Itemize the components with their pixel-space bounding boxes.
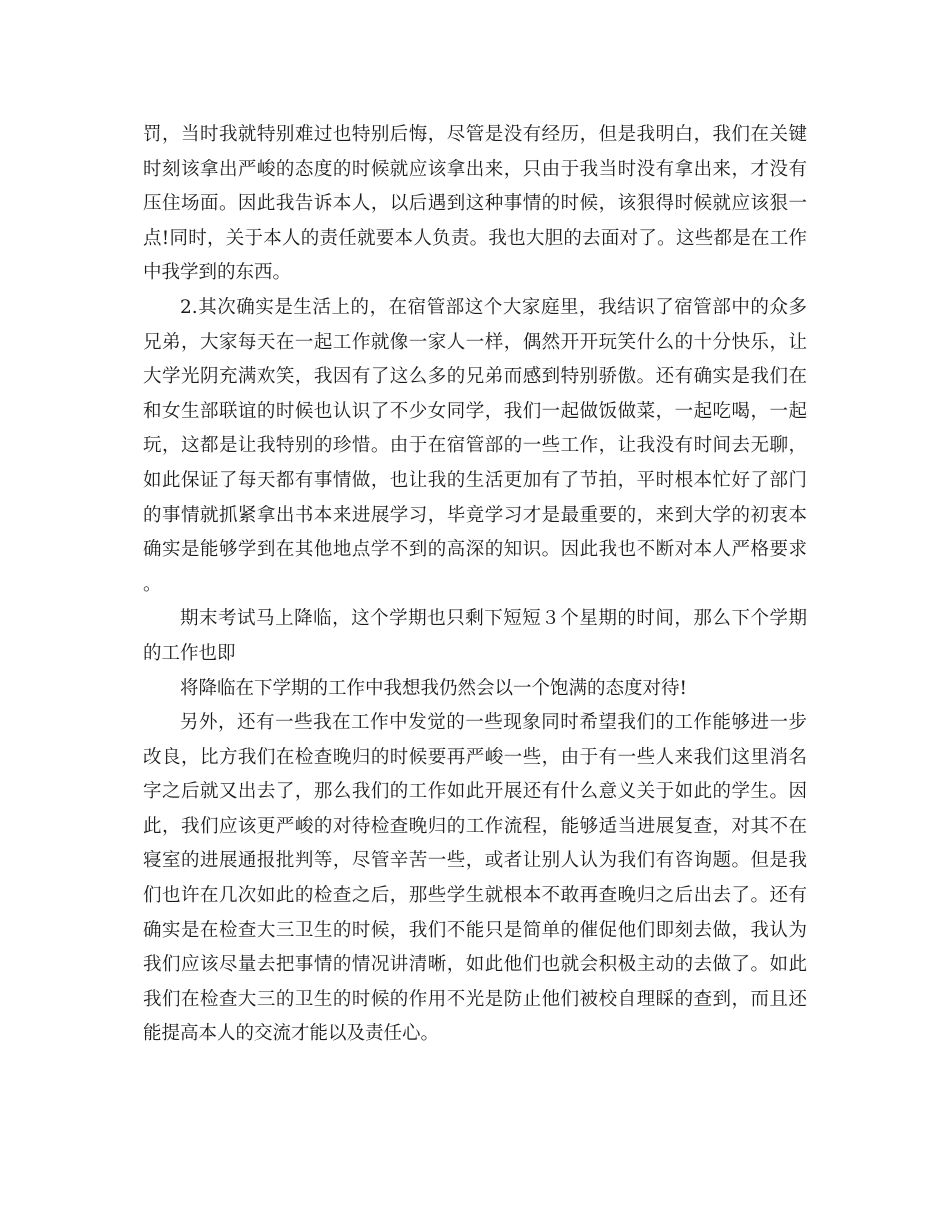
paragraph-5: 另外，还有一些我在工作中发觉的一些现象同时希望我们的工作能够进一步改良，比方我们在检查晚归的时候要再严峻一些，由于有一些人来我们这里消名字之后就又出去了，那么我们的工作如此开展还有什么意义关于如此的学生。因此，我们应该更严峻的对待检查晚归的工作流程，能够适当进展复查，对其不在寝室的进展通报批判等，尽管辛苦一些，或者让别人认为我们有咨询题。但是我们也许在几次如此的检查之后，那些学生就根本不敢再查晚归之后出去了。还有确实是在检查大三卫生的时候，我们不能只是简单的催促他们即刻去做，我认为我们应该尽量去把事情的情况讲清晰，如此他们也就会积极主动的去做了。如此我们在检查大三的卫生的时候的作用不光是防止他们被校自理睬的查到，而且还能提高本人的交流才能以及责任心。 [143,712,807,1045]
document-body [143,118,807,1052]
paragraph-1: 罚，当时我就特别难过也特别后悔，尽管是没有经历，但是我明白，我们在关键时刻该拿出严峻的态度的时候就应该拿出来，只由于我当时没有拿出来，才没有压住场面。因此我告诉本人，以后遇到这种事情的时候，该狠得时候就应该狠一点!同时，关于本人的责任就要本人负责。我也大胆的去面对了。这些都是在工作中我学到的东西。 [143,124,808,284]
paragraph-4: 将降临在下学期的工作中我想我仍然会以一个饱满的态度对待! [180,677,687,699]
paragraph-2: 2.其次确实是生活上的，在宿管部这个大家庭里，我结识了宿管部中的众多兄弟，大家每天在一起工作就像一家人一样，偶然开开玩笑什么的十分快乐，让大学光阴充满欢笑，我因有了这么多的兄弟而感到特别骄傲。还有确实是我们在和女生部联谊的时候也认识了不少女同学，我们一起做饭做菜，一起吃喝，一起玩，这都是让我特别的珍惜。由于在宿管部的一些工作，让我没有时间去无聊，如此保证了每天都有事情做，也让我的生活更加有了节拍，平时根本忙好了部门的事情就抓紧拿出书本来进展学习，毕竟学习才是最重要的，来到大学的初衷本确实是能够学到在其他地点学不到的高深的知识。因此我也不断对本人严格要求。 [143,296,807,595]
paragraph-3: 期末考试马上降临，这个学期也只剩下短短３个星期的时间，那么下个学期的工作也即 [143,608,807,664]
